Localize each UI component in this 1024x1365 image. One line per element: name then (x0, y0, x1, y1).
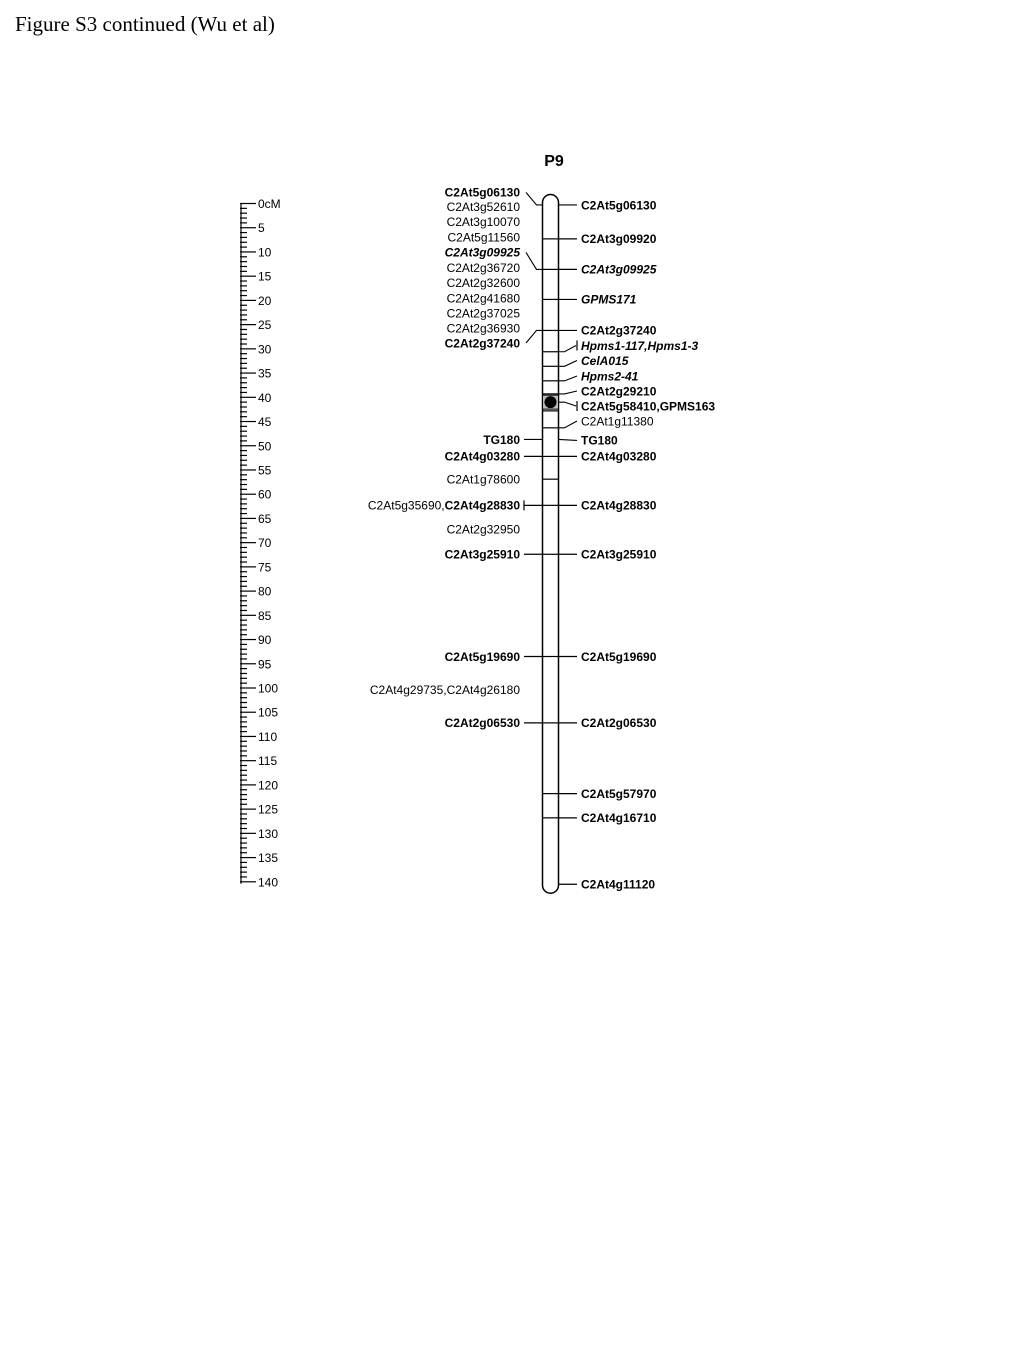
scale-tick-label: 95 (258, 657, 272, 672)
left-marker-label: C2At3g10070 (446, 215, 520, 230)
scale-tick-label: 130 (258, 826, 279, 841)
right-marker-label: C2At4g16710 (581, 811, 657, 826)
right-connector-line (559, 439, 578, 440)
right-marker-label: C2At3g09925 (581, 262, 657, 277)
left-marker-label: C2At2g06530 (444, 716, 520, 731)
scale-tick-label: 10 (258, 245, 272, 260)
right-marker-label: C2At5g57970 (581, 786, 657, 801)
right-connector-line (559, 421, 578, 428)
right-marker-label: C2At5g58410,GPMS163 (581, 399, 716, 414)
left-marker-label: C2At4g03280 (444, 449, 520, 464)
scale-tick-label: 15 (258, 269, 272, 284)
left-marker-label: C2At2g36930 (446, 321, 520, 336)
right-marker-label: GPMS171 (581, 292, 637, 307)
right-marker-label: C2At2g37240 (581, 323, 657, 338)
scale-ruler (240, 197, 281, 889)
left-marker-label: C2At2g37025 (446, 306, 520, 321)
scale-tick-label: 50 (258, 439, 272, 454)
left-connector-line (526, 192, 543, 205)
scale-tick-label: 135 (258, 851, 279, 866)
scale-tick-label: 110 (258, 729, 278, 744)
left-marker-label: C2At5g19690 (444, 649, 520, 664)
scale-tick-label: 45 (258, 415, 272, 430)
right-marker-label: C2At3g25910 (581, 547, 657, 562)
right-connector-line (559, 391, 578, 394)
right-connector-line (559, 376, 578, 381)
left-marker-label: C2At1g78600 (446, 472, 520, 487)
right-connector-line (559, 402, 577, 406)
scale-tick-label: 35 (258, 366, 272, 381)
left-marker-label: C2At2g32950 (446, 522, 520, 537)
left-marker-label: C2At2g37240 (444, 336, 520, 351)
centromere-marker (545, 396, 557, 408)
scale-tick-label: 105 (258, 705, 279, 720)
left-marker-label: C2At3g09925 (444, 245, 520, 260)
right-marker-label: Hpms1-117,Hpms1-3 (581, 338, 699, 353)
right-marker-label: C2At4g28830 (581, 498, 657, 513)
right-marker-label: C2At1g11380 (581, 414, 654, 429)
chromosome-bar (543, 195, 559, 894)
scale-tick-label: 0cM (258, 197, 281, 211)
scale-tick-label: 90 (258, 633, 272, 648)
scale-tick-label: 25 (258, 318, 272, 333)
scale-tick-label: 115 (258, 754, 278, 769)
scale-tick-label: 140 (258, 875, 279, 890)
left-marker-label: C2At2g32600 (446, 275, 520, 290)
chromosome-title: P9 (544, 153, 564, 170)
left-marker-label: C2At4g29735,C2At4g26180 (369, 682, 520, 697)
scale-tick-label: 30 (258, 342, 272, 357)
right-marker-label: CelA015 (581, 353, 629, 368)
right-marker-label: C2At4g03280 (581, 449, 657, 464)
scale-tick-label: 80 (258, 584, 272, 599)
left-marker-label: C2At2g41680 (446, 291, 520, 306)
left-marker-label: C2At5g35690,C2At4g28830 (367, 498, 520, 513)
left-marker-label: C2At3g25910 (444, 547, 520, 562)
left-marker-label: C2At2g36720 (446, 261, 520, 276)
left-connector-line (526, 252, 543, 269)
scale-tick-label: 5 (258, 221, 265, 236)
right-marker-label: C2At2g06530 (581, 716, 657, 731)
right-marker-label: C2At5g19690 (581, 649, 657, 664)
right-marker-label: Hpms2-41 (581, 369, 639, 384)
scale-tick-label: 60 (258, 487, 272, 502)
right-marker-label: TG180 (581, 433, 618, 448)
scale-tick-label: 70 (258, 536, 272, 551)
left-marker-label: TG180 (483, 432, 520, 447)
left-connector-line (526, 330, 543, 343)
right-marker-label: C2At2g29210 (581, 384, 657, 399)
scale-tick-label: 55 (258, 463, 272, 478)
left-marker-label: C2At3g52610 (446, 200, 520, 215)
scale-tick-label: 40 (258, 390, 272, 405)
right-connector-line (559, 360, 578, 366)
scale-tick-label: 85 (258, 608, 272, 623)
scale-tick-label: 20 (258, 293, 272, 308)
right-marker-label: C2At3g09920 (581, 232, 657, 247)
left-marker-label: C2At5g06130 (444, 185, 520, 200)
right-connector-line (559, 345, 577, 351)
left-label-column (368, 186, 543, 731)
scale-tick-label: 125 (258, 802, 279, 817)
right-label-column (559, 198, 716, 891)
scale-tick-label: 120 (258, 778, 279, 793)
scale-tick-label: 100 (258, 681, 279, 696)
right-marker-label: C2At4g11120 (581, 877, 656, 892)
scale-tick-label: 75 (258, 560, 272, 575)
page-title: Figure S3 continued (Wu et al) (15, 12, 275, 36)
left-marker-label: C2At5g11560 (447, 230, 520, 245)
right-marker-label: C2At5g06130 (581, 198, 657, 213)
scale-tick-label: 65 (258, 511, 272, 526)
